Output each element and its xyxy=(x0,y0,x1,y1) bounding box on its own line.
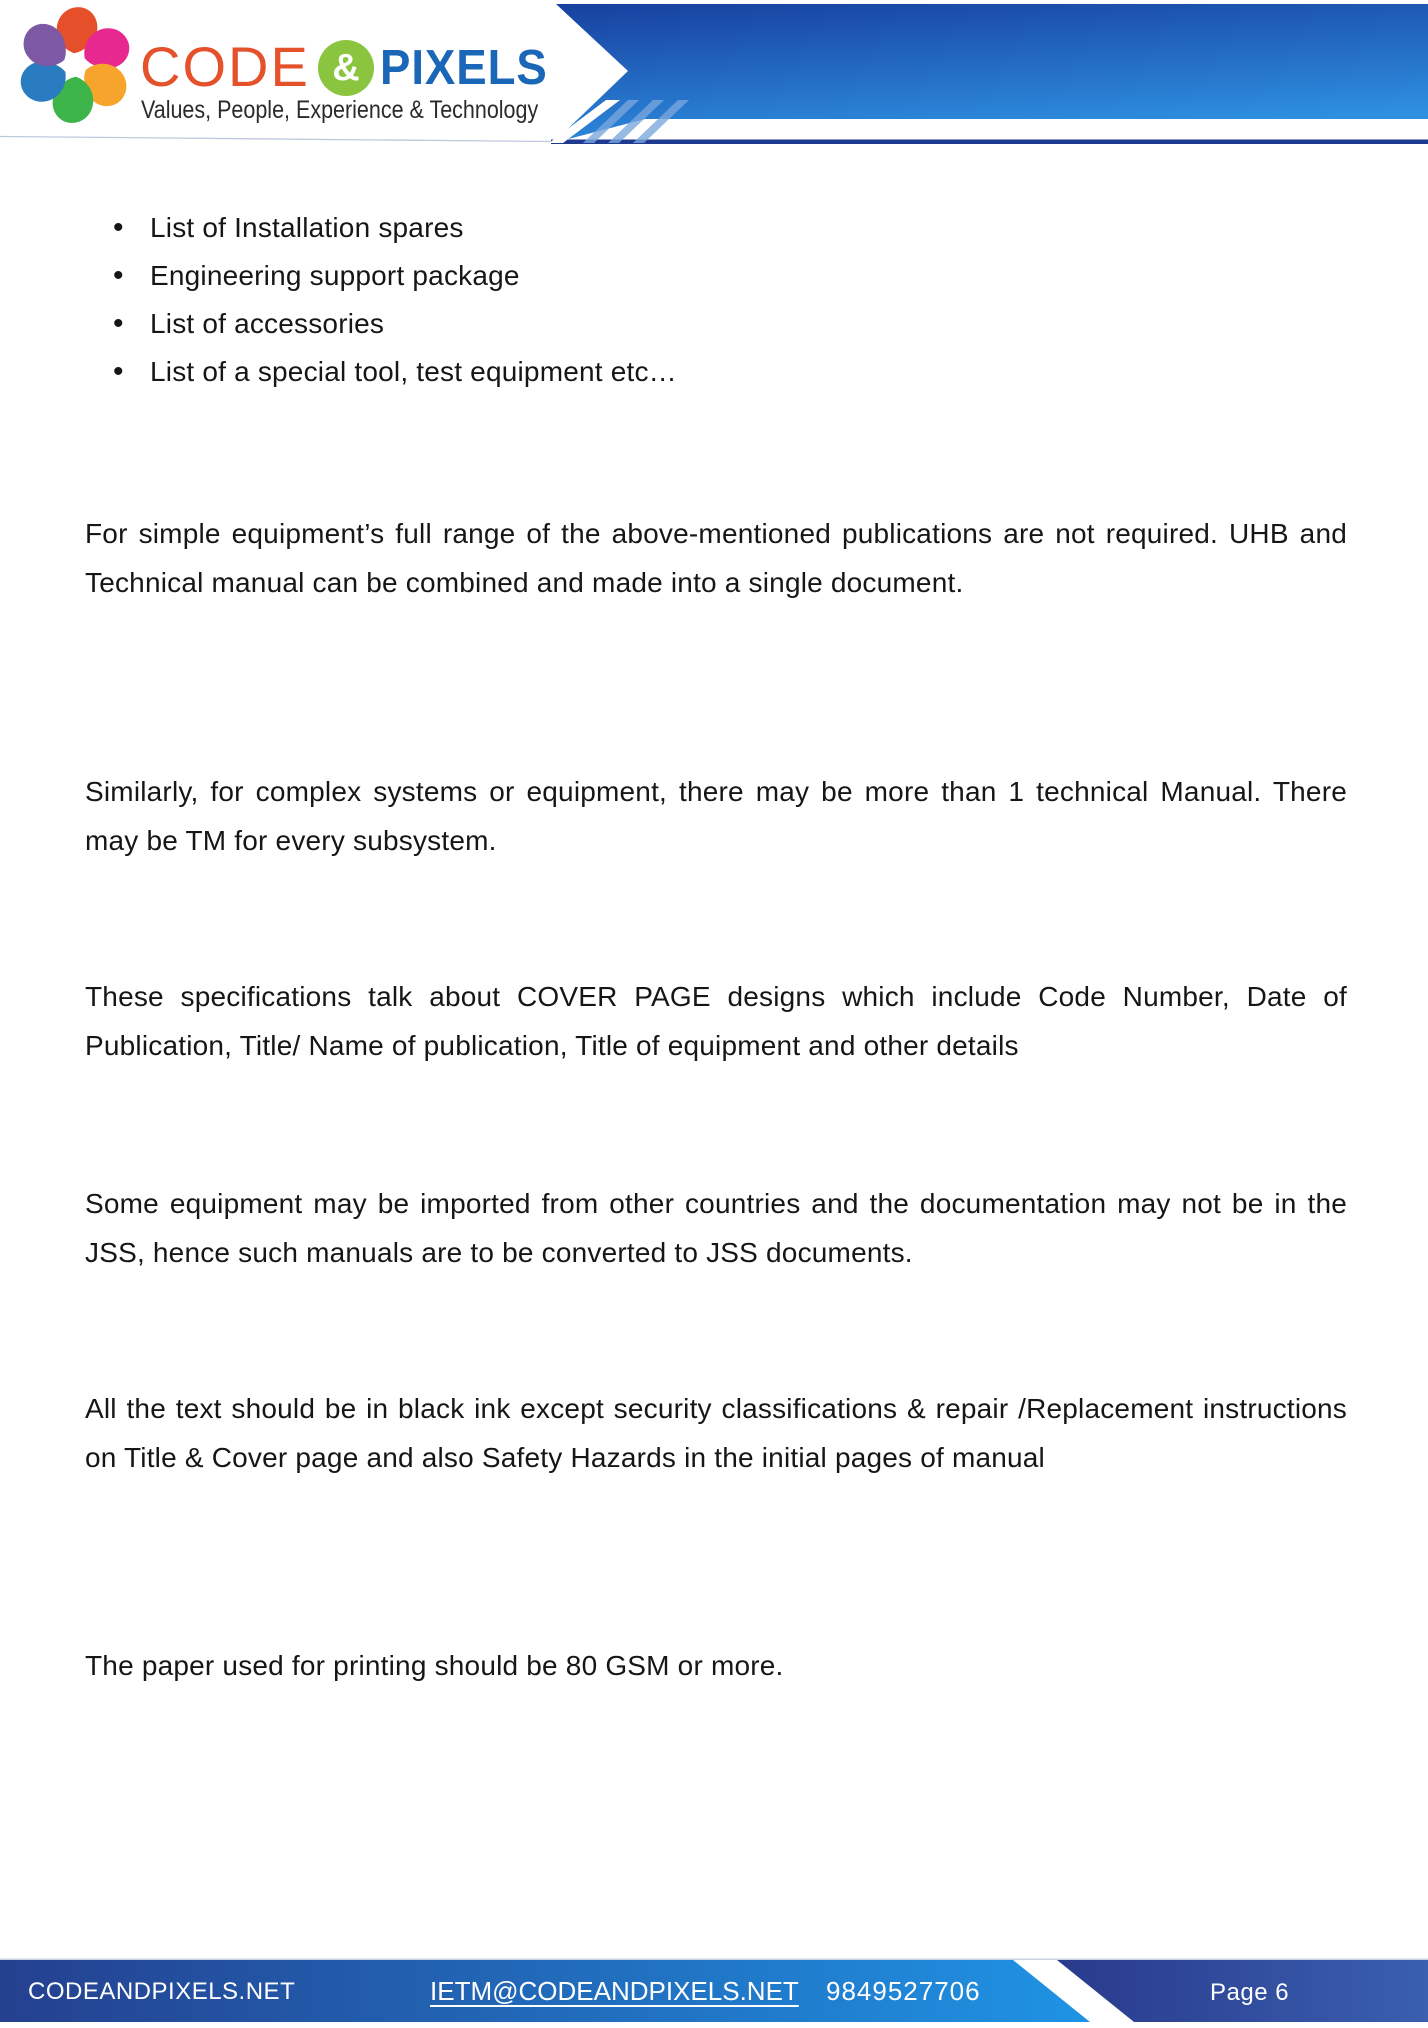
footer-email-link[interactable]: IETM@CODEANDPIXELS.NET xyxy=(430,1976,799,2006)
paragraph: Similarly, for complex systems or equipment, there may be more than 1 technical Manual. There may be TM for every subsystem. xyxy=(85,776,1347,856)
company-logo xyxy=(0,0,560,150)
footer-website: CODEANDPIXELS.NET xyxy=(28,1978,296,2005)
footer-page-number: Page 6 xyxy=(1210,1979,1290,2006)
header-blue-band xyxy=(553,4,1428,143)
logo-word-pixels: PIXELS xyxy=(380,41,548,95)
paragraph: The paper used for printing should be 80 GSM or more. xyxy=(85,1650,784,1681)
pinwheel-logo-icon xyxy=(16,6,134,124)
logo-tagline: Values, People, Experience & Technology xyxy=(141,96,539,124)
paragraph: All the text should be in black ink except security classifications & repair /Replacement instructions on Title & Cover page and also Safety Hazards in the initial pages of manual xyxy=(85,1393,1347,1473)
header-navy-rule xyxy=(551,140,1428,145)
footer-phone: 9849527706 xyxy=(826,1976,981,2006)
bullet-list xyxy=(85,204,1347,396)
paragraph: For simple equipment’s full range of the above-mentioned publications are not required. UHB and Technical manual can be combined and made into a single document. xyxy=(85,518,1347,598)
list-item: • List of Installation spares xyxy=(85,204,1347,252)
logo-word-code: CODE xyxy=(140,35,310,98)
list-item: • List of accessories xyxy=(85,300,1347,348)
logo-ampersand-badge: & xyxy=(318,40,374,96)
paragraph: Some equipment may be imported from other countries and the documentation may not be in the JSS, hence such manuals are to be converted to JSS documents. xyxy=(85,1188,1347,1268)
paragraph: These specifications talk about COVER PAGE designs which include Code Number, Date of Publication, Title/ Name of publication, Title of equipment and other details xyxy=(85,981,1347,1061)
footer-hairline xyxy=(0,1959,1428,1960)
list-item: • List of a special tool, test equipment etc… xyxy=(85,348,1347,396)
list-item: • Engineering support package xyxy=(85,252,1347,300)
